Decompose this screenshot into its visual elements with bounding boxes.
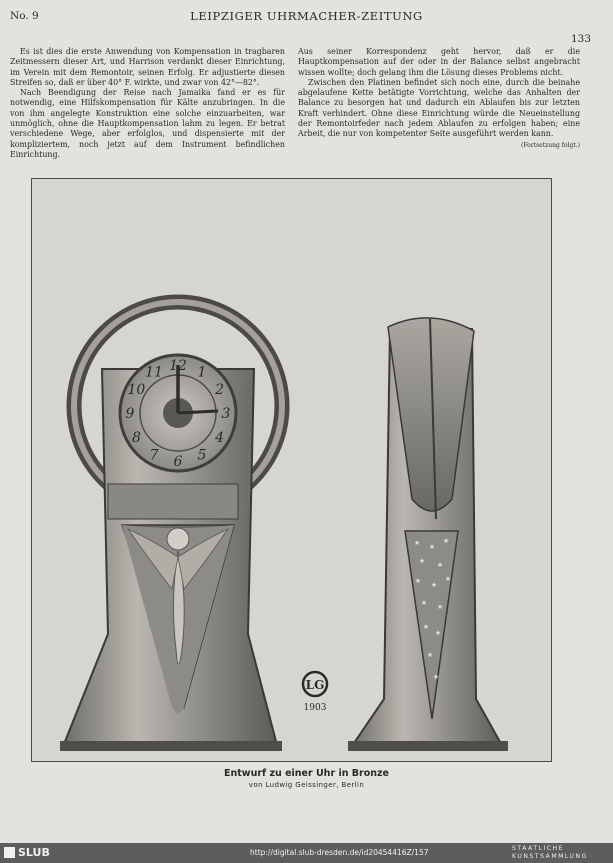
clock-numeral: 9 <box>125 406 135 422</box>
page-header <box>0 9 613 45</box>
clock-numeral: 7 <box>149 447 159 464</box>
clock-side-view <box>348 318 508 751</box>
artist-monogram <box>303 672 327 713</box>
svg-text:★: ★ <box>414 577 422 585</box>
svg-text:★: ★ <box>428 543 436 551</box>
clock-numeral: 6 <box>173 454 183 470</box>
clock-numeral: 11 <box>145 364 163 381</box>
svg-text:★: ★ <box>413 539 421 547</box>
caption-title: Entwurf zu einer Uhr in Bronze <box>224 768 389 779</box>
svg-text:★: ★ <box>420 599 428 607</box>
svg-text:★: ★ <box>444 575 452 583</box>
document-url-link[interactable]: http://digital.slub-dresden.de/id20454416Z/157 <box>250 848 429 857</box>
svg-text:★: ★ <box>442 537 450 545</box>
svg-text:★: ★ <box>432 673 440 681</box>
bronze-clock-illustration <box>32 179 551 761</box>
design-year: 1903 <box>303 703 327 713</box>
institution-line: KUNSTSAMMLUNG <box>512 853 588 860</box>
publication-title: LEIPZIGER UHRMACHER-ZEITUNG <box>190 9 423 23</box>
slub-logo-text: SLUB <box>18 846 50 859</box>
svg-text:★: ★ <box>430 581 438 589</box>
clock-numeral: 1 <box>197 364 207 381</box>
clock-numeral: 5 <box>197 447 207 464</box>
svg-text:★: ★ <box>418 557 426 565</box>
svg-text:★: ★ <box>436 561 444 569</box>
issue-number: No. 9 <box>10 10 39 22</box>
left-text-column <box>10 47 285 160</box>
paragraph: Nach Beendigung der Reise nach Jamaika fand er es für notwendig, eine Hilfskompensation für Kälte anzubringen. In die von ihm angelegte Konstruktion eine solche einzuarbeiten, war unmöglich, ohne die Hauptkompensation lahm zu legen. Er betrat verschiedene Wege, aber erfolglos, und dispensierte mit der kompliziertem, noch jetzt auf dem Instrument befindlichen Einrichtung. <box>10 88 285 159</box>
caption-credit: von Ludwig Geissinger, Berlin <box>248 781 365 789</box>
clock-numeral: 10 <box>127 382 146 398</box>
institution-line: STAATLICHE <box>512 845 565 852</box>
continuation-note: (Fortsetzung folgt.) <box>521 141 580 149</box>
figure-caption <box>0 768 613 789</box>
institution-logo <box>512 845 588 861</box>
slub-logo-icon <box>4 847 15 858</box>
clock-numeral: 8 <box>131 430 141 446</box>
paragraph: Es ist dies die erste Anwendung von Kompensation in tragbaren Zeitmessern dieser Art, und Harrison verdankt dieser Einrichtung, im Verein mit dem Remontoir, seinen Erfolg. Er adjustierte diesen Streifen so, daß er über 40° F. wirkte, und zwar von 42°—82°. <box>10 47 285 87</box>
clock-front-view <box>60 302 282 751</box>
clock-numeral: 12 <box>169 358 187 374</box>
paragraph: Aus seiner Korrespondenz geht hervor, daß er die Hauptkompensation auf der oder in der Balance selbst angebracht wissen wollte; doch gelang ihm die Lösung dieses Problems nicht. <box>298 47 580 77</box>
svg-text:★: ★ <box>426 651 434 659</box>
svg-text:★: ★ <box>434 629 442 637</box>
illustration-plate <box>31 178 552 762</box>
right-text-column <box>298 47 580 151</box>
svg-text:★: ★ <box>436 603 444 611</box>
clock-numeral: 2 <box>215 382 225 398</box>
slub-logo[interactable] <box>4 846 50 859</box>
clock-numeral: 4 <box>215 430 225 446</box>
paragraph: Zwischen den Platinen befindet sich noch eine, durch die beinahe abgelaufene Kette betätigte Vorrichtung, welche das Anhalten der Balance zu besorgen hat und dadurch ein Ablaufen bis zur letzten Kraft verhindert. Ohne diese Einrichtung würde die Neueinstellung der Remontoirfeder nach jedem Ablaufen zu erfolgen haben; eine Arbeit, die nur von kompetenter Seite ausgeführt werden kann. <box>298 77 580 139</box>
svg-text:★: ★ <box>422 623 430 631</box>
monogram-text: LG <box>305 678 325 692</box>
clock-numeral: 3 <box>221 406 231 422</box>
page-number: 133 <box>570 33 591 45</box>
viewer-footer-bar <box>0 843 613 863</box>
